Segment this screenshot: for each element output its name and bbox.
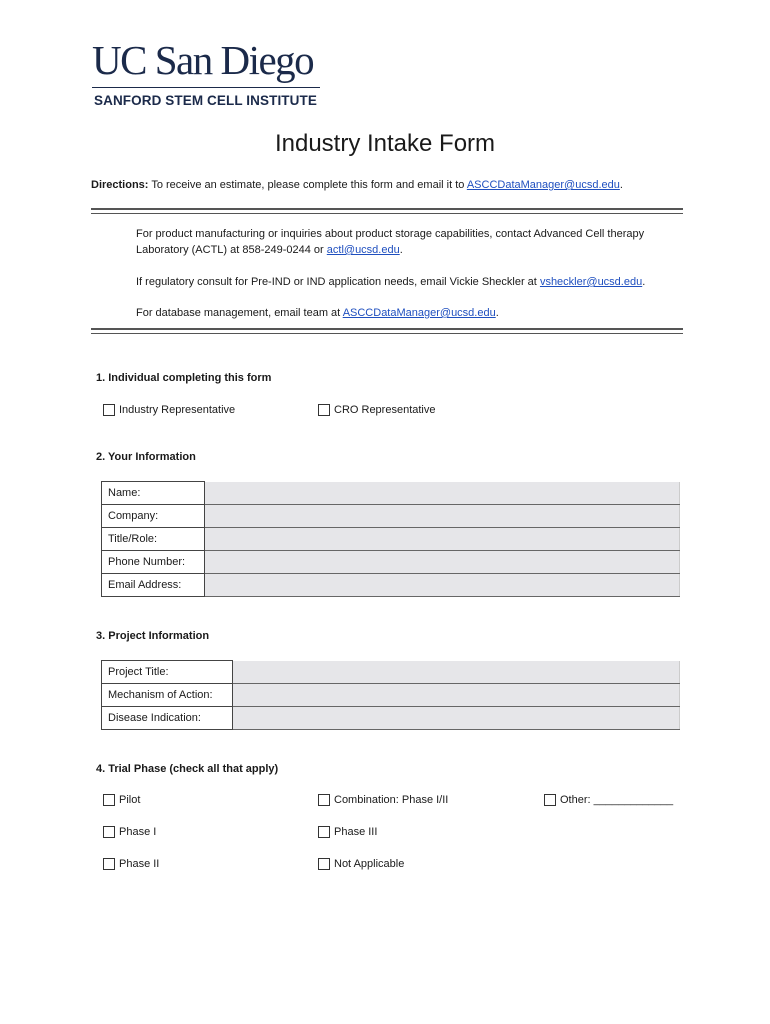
option-label: Combination: Phase I/II: [334, 794, 449, 806]
checkbox[interactable]: [544, 794, 556, 806]
checkbox[interactable]: [103, 826, 115, 838]
info-period: .: [495, 307, 499, 319]
field-label: Email Address:: [102, 574, 205, 597]
checkbox[interactable]: [318, 794, 330, 806]
checkbox[interactable]: [103, 794, 115, 806]
option-label: Not Applicable: [334, 858, 405, 870]
industry-representative-option[interactable]: [103, 404, 235, 416]
combination-phase-option[interactable]: [318, 794, 448, 806]
table-row: [102, 661, 680, 684]
directions-label: Directions:: [91, 179, 149, 191]
section2-title: 2. Your Information: [96, 451, 196, 463]
table-row: [102, 574, 680, 597]
project-title-input[interactable]: [233, 661, 680, 684]
option-label: Industry Representative: [119, 404, 236, 416]
checkbox[interactable]: [103, 404, 115, 416]
option-label: Phase I: [119, 826, 157, 838]
info-actl-text: For product manufacturing or inquiries about product storage capabilities, contact Advanced Cell therapy Laboratory (ACTL) at 858-249-0244 or: [136, 228, 645, 256]
checkbox[interactable]: [318, 404, 330, 416]
table-row: [102, 707, 680, 730]
option-label: Phase III: [334, 826, 378, 838]
section3-title: 3. Project Information: [96, 630, 210, 642]
mechanism-of-action-input[interactable]: [233, 684, 680, 707]
university-logo: UC San Diego: [92, 37, 314, 83]
info-actl: [136, 226, 681, 258]
directions-period: .: [619, 179, 623, 191]
phase-1-option[interactable]: [103, 826, 156, 838]
cro-representative-option[interactable]: [318, 404, 436, 416]
info-regulatory-text: If regulatory consult for Pre-IND or IND application needs, email Vickie Sheckler at: [136, 276, 537, 288]
disease-indication-input[interactable]: [233, 707, 680, 730]
table-row: [102, 551, 680, 574]
info-period: .: [399, 244, 403, 256]
title-role-input[interactable]: [205, 528, 680, 551]
field-label: Mechanism of Action:: [102, 684, 233, 707]
table-row: [102, 482, 680, 505]
company-input[interactable]: [205, 505, 680, 528]
logo-divider: [92, 87, 320, 88]
field-label: Title/Role:: [102, 528, 205, 551]
field-label: Phone Number:: [102, 551, 205, 574]
page-title: Industry Intake Form: [274, 130, 496, 157]
directions: [91, 179, 623, 191]
field-label: Disease Indication:: [102, 707, 233, 730]
checkbox[interactable]: [318, 826, 330, 838]
project-information-table: [101, 660, 680, 730]
phase-2-option[interactable]: [103, 858, 159, 870]
info-database-text: For database management, email team at: [136, 307, 341, 319]
option-label: Pilot: [119, 794, 141, 806]
regulatory-email-link[interactable]: vsheckler@ucsd.edu: [539, 276, 643, 288]
table-row: [102, 505, 680, 528]
other-option[interactable]: [544, 794, 673, 806]
checkbox[interactable]: [103, 858, 115, 870]
option-label: Other: _____________: [560, 794, 674, 806]
info-regulatory: [136, 274, 681, 290]
actl-email-link[interactable]: actl@ucsd.edu: [326, 244, 400, 256]
checkbox[interactable]: [318, 858, 330, 870]
field-label: Company:: [102, 505, 205, 528]
option-label: CRO Representative: [334, 404, 436, 416]
database-email-link[interactable]: ASCCDataManager@ucsd.edu: [342, 307, 496, 319]
pilot-option[interactable]: [103, 794, 140, 806]
divider-bottom: [91, 328, 683, 334]
option-label: Phase II: [119, 858, 160, 870]
email-address-input[interactable]: [205, 574, 680, 597]
section4-title: 4. Trial Phase (check all that apply): [96, 763, 279, 775]
directions-email-link[interactable]: ASCCDataManager@ucsd.edu: [466, 179, 620, 191]
institute-name: SANFORD STEM CELL INSTITUTE: [94, 93, 317, 108]
your-information-table: [101, 481, 680, 597]
field-label: Name:: [102, 482, 205, 505]
field-label: Project Title:: [102, 661, 233, 684]
table-row: [102, 528, 680, 551]
info-period: .: [642, 276, 646, 288]
info-database: [136, 305, 681, 321]
name-input[interactable]: [205, 482, 680, 505]
not-applicable-option[interactable]: [318, 858, 404, 870]
phase-3-option[interactable]: [318, 826, 377, 838]
table-row: [102, 684, 680, 707]
directions-text: To receive an estimate, please complete this form and email it to: [151, 179, 465, 191]
divider-top: [91, 208, 683, 214]
phone-number-input[interactable]: [205, 551, 680, 574]
section1-title: 1. Individual completing this form: [96, 372, 272, 384]
